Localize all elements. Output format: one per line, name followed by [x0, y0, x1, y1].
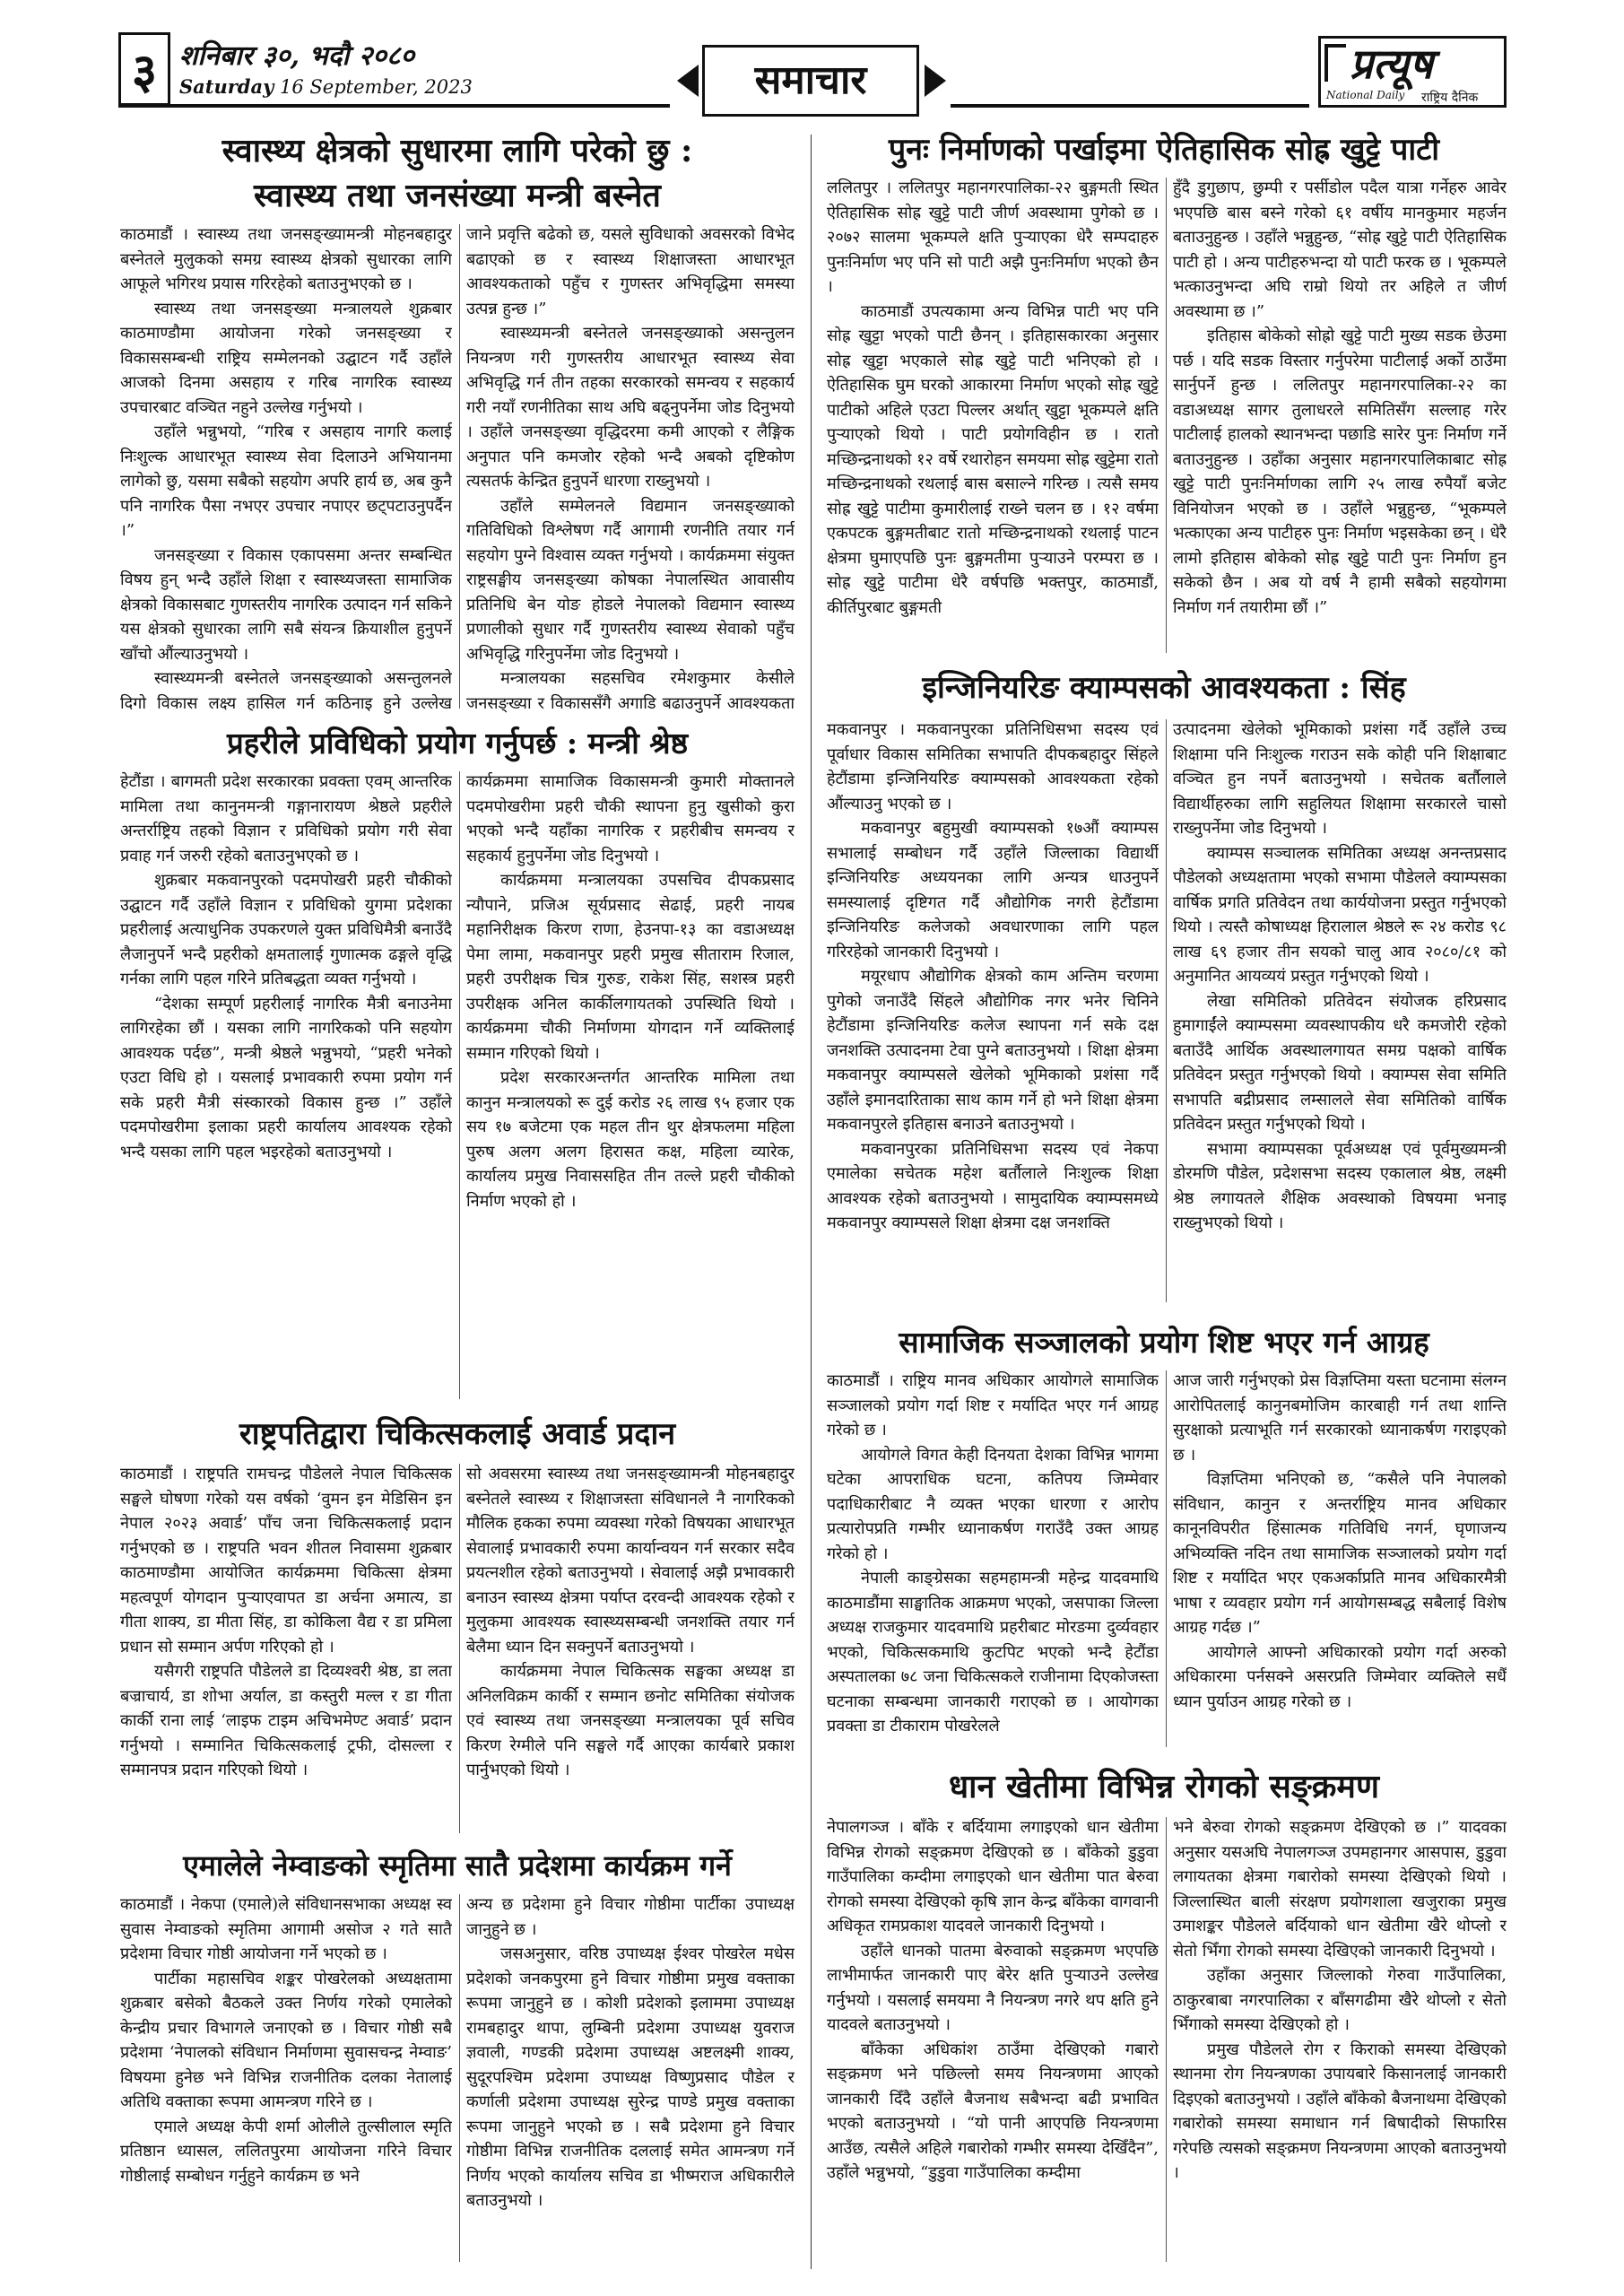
paddy-paragraph: बाँकेका अधिकांश ठाउँमा देखिएको गबारो सङ्क्रमण भने पछिल्लो समय नियन्त्रणमा आएको जानकारी दिँदै उहाँले बैजनाथ सबैभन्दा बढी प्रभावित भएको बताउनुभयो । “यो पानी आएपछि नियन्त्रणमा आउँछ, त्यसैले अहिले गबारोको गम्भीर समस्या देखिँदैन”, उहाँले भन्नुभयो, “डुडुवा गाउँपालिका कम्दीमा — [827, 2039, 1159, 2182]
engineering-column-2 — [1173, 718, 1507, 1309]
page-center-divider — [811, 135, 812, 2269]
column-divider — [459, 771, 460, 1399]
column-divider — [1166, 719, 1167, 1302]
patis-column-1 — [827, 176, 1159, 660]
paddy-headline: धान खेतीमा विभिन्न रोगको सङ्क्रमण — [949, 1768, 1379, 1805]
paddy-column-2 — [1173, 1815, 1507, 2269]
patis-paragraph: काठमाडौं उपत्यकामा अन्य विभिन्न पाटी भए पनि सोह्र खुट्टा भएको पाटी छैनन् । इतिहासकारका अनुसार सोह्र खुट्टा भएकाले सोह्र खुट्टे पाटी भनिएको हो । ऐतिहासिक घुम घरको आकारमा निर्माण भएको सोह्र खुट्टे पाटीको अहिले एउटा पिल्लर अर्थात् खुट्टा भूकम्पले क्षति पुऱ्याएको थियो । पाटी प्रयोगविहीन छ । रातो मच्छिन्द्रनाथको १२ वर्षे रथारोहन समयमा सोह्र खुट्टेमा रातो मच्छिन्द्रनाथको रथलाई बास बसाल्ने गरिन्छ । त्यसै समय सोह्र खुट्टे पाटीमा कुमारीलाई राख्ने चलन छ । १२ वर्षमा एकपटक बुङ्गमतीबाट रातो मच्छिन्द्रनाथको रथलाई पाटन क्षेत्रमा घुमाएपछि पुनः बुङ्गमतीमा पुऱ्याउने परम्परा छ । सोह्र खुट्टे पाटीमा धेरै वर्षपछि भक्तपुर, काठमाडौं, कीर्तिपुरबाट बुङ्गमती — [827, 301, 1159, 617]
social-paragraph: काठमाडौं । राष्ट्रिय मानव अधिकार आयोगले सामाजिक सञ्जालको प्रयोग गर्दा शिष्ट र मर्यादित भएर गर्न आग्रह गरेको छ । — [827, 1371, 1159, 1439]
section-label — [677, 45, 946, 117]
health-paragraph: स्वास्थ्यमन्त्री बस्नेतले जनसङ्ख्याको असन्तुलन नियन्त्रण गरी गुणस्तरीय आधारभूत स्वास्थ्य सेवा अभिवृद्धि गर्न तीन तहका सरकारको समन्वय र सहकार्य गरी नयाँ रणनीतिका साथ अघि बढ्नुपर्नेमा जोड दिनुभयो । उहाँले जनसङ्ख्या वृद्धिदरमा कमी आएको र लैङ्गिक अनुपात पनि कमजोर रहेको भन्दै अबको दृष्टिकोण त्यसतर्फ केन्द्रित हुनुपर्ने धारणा राख्नुभयो । — [466, 324, 795, 491]
column-divider — [459, 224, 460, 709]
health-headline-1: स्वास्थ्य क्षेत्रको सुधारमा लागि परेको छु : — [221, 132, 693, 170]
masthead-rule-left — [118, 104, 670, 108]
date-english — [179, 75, 473, 98]
date-nepali: शनिबार ३०, भदौ २०८० — [179, 40, 415, 72]
engineering-paragraph: लेखा समितिको प्रतिवेदन संयोजक हरिप्रसाद हुमागाईंले क्याम्पसमा व्यवस्थापकीय धरै कमजोरी रहेको बताउँदै आर्थिक अवस्थालगायत समग्र पक्षको वार्षिक प्रतिवेदन प्रस्तुत गर्नुभएको थियो । क्याम्पस सेवा समिति सभापति बद्रीप्रसाद लम्सालले सेवा समितिको वार्षिक प्रतिवेदन प्रस्तुत गर्नुभएको थियो । — [1173, 991, 1507, 1134]
paddy-column-1 — [827, 1815, 1159, 2269]
health-column-2 — [466, 222, 795, 716]
engineering-paragraph: मकवानपुर । मकवानपुरका प्रतिनिधिसभा सदस्य एवं पूर्वाधार विकास समितिका सभापति दीपकबहादुर सिंहले हेटौंडामा इन्जिनियरिङ क्याम्पसको आवश्यकता रहेको औंल्याउनु भएको छ । — [827, 720, 1159, 813]
police-paragraph: हेटौंडा । बागमती प्रदेश सरकारका प्रवक्ता एवम् आन्तरिक मामिला तथा कानुनमन्त्री गङ्गानारायण श्रेष्ठले प्रहरीले अन्तर्राष्ट्रिय तहको विज्ञान र प्रविधिको प्रयोग गरी सेवा प्रवाह गर्न जरुरी रहेको बताउनुभएको छ । — [120, 772, 452, 865]
police-paragraph: शुक्रबार मकवानपुरको पदमपोखरी प्रहरी चौकीको उद्घाटन गर्दै उहाँले विज्ञान र प्रविधिको युगमा प्रदेशका प्रहरीलाई अत्याधुनिक उपकरणले युक्त प्रविधिमैत्री बनाउँदै लैजानुपर्ने भन्दै प्रहरीको क्षमतालाई गुणात्मक ढङ्गले वृद्धि गर्नका लागि पहल गरिने प्रतिबद्धता व्यक्त गर्नुभयो । — [120, 871, 452, 988]
award-headline: राष्ट्रपतिद्वारा चिकित्सकलाई अवार्ड प्रदान — [239, 1416, 676, 1452]
logo-mark-icon — [1324, 44, 1346, 82]
police-paragraph: कार्यक्रममा सामाजिक विकासमन्त्री कुमारी मोक्तानले पदमपोखरीमा प्रहरी चौकी स्थापना हुनु खुसीको कुरा भएको भन्दै यहाँका नागरिक र प्रहरीबीच समन्वय र सहकार्य हुनुपर्नेमा जोड दिनुभयो । — [466, 772, 795, 865]
patis-paragraph: हुँदै डुगुछाप, छुम्पी र पर्सीडोल पदैल यात्रा गर्नेहरु आवेर भएपछि बास बस्ने गरेको ६१ वर्षीय मानकुमार महर्जन बताउनुहुन्छ । उहाँले भन्नुहुन्छ, “सोह्र खुट्टे पाटी ऐतिहासिक पाटी हो । अन्य पाटीहरुभन्दा यो पाटी फरक छ । भूकम्पले भत्काउनुभन्दा अघि राम्रो थियो तर अहिले त जीर्ण अवस्थामा छ ।” — [1173, 178, 1507, 321]
section-title: समाचार — [702, 45, 919, 117]
award-paragraph: सो अवसरमा स्वास्थ्य तथा जनसङ्ख्यामन्त्री मोहनबहादुर बस्नेतले स्वास्थ्य र शिक्षाजस्ता संविधानले नै नागरिकको मौलिक हकका रुपमा व्यवस्था गरेको विषयका आधारभूत सेवालाई प्रभावकारी रुपमा कार्यान्वयन गर्न सरकार सदैव प्रयत्नशील रहेको बताउनुभयो । सेवालाई अझै प्रभावकारी बनाउन स्वास्थ्य क्षेत्रमा पर्याप्त दरवन्दी आवश्यक रहेको र मुलुकमा आवश्यक स्वास्थ्यसम्बन्धी जनशक्ति तयार गर्न बेलैमा ध्यान दिन सक्नुपर्ने बताउनुभयो । — [466, 1465, 795, 1657]
social-column-1 — [827, 1369, 1159, 1754]
page-number: ३ — [118, 32, 170, 106]
uml-paragraph: एमाले अध्यक्ष केपी शर्मा ओलीले तुल्सीलाल स्मृति प्रतिष्ठान ध्यासल, ललितपुरमा आयोजना गरिने विचार गोष्ठीलाई सम्बोधन गर्नुहुने कार्यक्रम छ भने — [120, 2117, 452, 2186]
health-column-1 — [120, 222, 452, 716]
column-divider — [459, 1464, 460, 1833]
police-headline: प्रहरीले प्रविधिको प्रयोग गर्नुपर्छ : मन्त्री श्रेष्ठ — [226, 726, 689, 761]
social-paragraph: आयोगले आफ्नो अधिकारको प्रयोग गर्दा अरुको अधिकारमा पर्नसक्ने असरप्रति जिम्मेवार व्यक्तिले सधैँ ध्यान पुर्याउन आग्रह गरेको छ । — [1173, 1642, 1507, 1711]
social-headline: सामाजिक सञ्जालको प्रयोग शिष्ट भएर गर्न आग्रह — [899, 1325, 1429, 1360]
engineering-paragraph: उत्पादनमा खेलेको भूमिकाको प्रशंसा गर्दै उहाँले उच्च शिक्षामा पनि निःशुल्क गराउन सके कोही पनि शिक्षाबाट वञ्चित हुन नपर्ने बताउनुभयो । सचेतक बर्तौलाले विद्यार्थीहरुका लागि सहुलियत शिक्षामा सरकारले चासो राख्नुपर्नेमा जोड दिनुभयो । — [1173, 720, 1507, 838]
arrow-right-icon — [925, 65, 946, 97]
date-english-day: Saturday — [179, 75, 274, 98]
column-divider — [459, 1894, 460, 2262]
paddy-paragraph: प्रमुख पौडेलले रोग र किराको समस्या देखिएको स्थानमा रोग नियन्त्रणका उपायबारे किसानलाई जानकारी दिइएको बताउनुभयो । उहाँले बाँकेको बैजनाथमा देखिएको गबारोको समस्या समाधान गर्न बिषादीको सिफारिस गरेपछि त्यसको सङ्क्रमण नियन्त्रणमा आएको बताउनुभयो । — [1173, 2039, 1507, 2182]
health-paragraph: उहाँले भन्नुभयो, “गरिब र असहाय नागरि कलाई निःशुल्क आधारभूत स्वास्थ्य सेवा दिलाउने अभियानमा लागेको छु, यसमा सबैको सहयोग अपरि हार्य छ, अब कुनै पनि नागरिक पैसा नभएर उपचार नपाएर छट्पटाउनुपर्दैन ।” — [120, 422, 452, 540]
date-english-rest: 16 September, 2023 — [280, 76, 473, 98]
social-paragraph: विज्ञप्तिमा भनिएको छ, “कसैले पनि नेपालको संविधान, कानुन र अन्तर्राष्ट्रिय मानव अधिकार कानूनविपरीत हिंसात्मक गतिविधि नगर्न, घृणाजन्य अभिव्यक्ति नदिन तथा सामाजिक सञ्जालको प्रयोग गर्दा शिष्ट र मर्यादित भएर एकअर्काप्रति मानव अधिकारमैत्री भाषा र व्यवहार प्रयोग गर्न आयोगसम्बद्ध सबैलाई विशेष आग्रह गर्दछ ।” — [1173, 1470, 1507, 1637]
column-divider — [1166, 178, 1167, 653]
newspaper-logo — [1318, 36, 1507, 108]
award-column-1 — [120, 1462, 452, 1839]
arrow-left-icon — [677, 65, 699, 97]
uml-headline: एमालेले नेम्वाङको स्मृतिमा सातै प्रदेशमा कार्यक्रम गर्ने — [183, 1848, 732, 1883]
engineering-paragraph: मकवानपुरका प्रतिनिधिसभा सदस्य एवं नेकपा एमालेका सचेतक महेश बर्तौलाले निःशुल्क शिक्षा आवश्यक रहेको बताउनुभयो । सामुदायिक क्याम्पसमध्ये मकवानपुर क्याम्पसले शिक्षा क्षेत्रमा दक्ष जनशक्ति — [827, 1139, 1159, 1232]
engineering-paragraph: मयूरधाप औद्योगिक क्षेत्रको काम अन्तिम चरणमा पुगेको जनाउँदै सिंहले औद्योगिक नगर भनेर चिनिने हेटौंडामा इन्जिनियरिङ कलेज स्थापना गर्न सके दक्ष जनशक्ति उत्पादनमा टेवा पुग्ने बताउनुभयो । शिक्षा क्षेत्रमा मकवानपुर क्याम्पसले खेलेको भूमिकाको प्रशंसा गर्दै उहाँले इमानदारिताका साथ काम गर्ने हो भने शिक्षा क्षेत्रमा मकवानपुरले इतिहास बनाउने बताउनुभयो । — [827, 967, 1159, 1134]
paddy-paragraph: भने बेरुवा रोगको सङ्क्रमण देखिएको छ ।” यादवका अनुसार यसअघि नेपालगञ्ज उपमहानगर आसपास, डुडुवा लगायतका क्षेत्रमा गबारोको समस्या देखिएको थियो । जिल्लास्थित बाली संरक्षण प्रयोगशाला खजुराका प्रमुख उमाशङ्कर पौडेलले बर्दियाको धान खेतीमा खैरे थोप्लो र सेतो भिँगा रोगको समस्या देखिएको जानकारी दिनुभयो । — [1173, 1818, 1507, 1961]
health-paragraph: जनसङ्ख्या र विकास एकापसमा अन्तर सम्बन्धित विषय हुन् भन्दै उहाँले शिक्षा र स्वास्थ्यजस्ता सामाजिक क्षेत्रको विकासबाट गुणस्तरीय नागरिक उत्पादन गर्न सकिने यस क्षेत्रको सुधारका लागि सबै संयन्त्र क्रियाशील हुनुपर्ने खाँचो औंल्याउनुभयो । — [120, 545, 452, 664]
health-paragraph: स्वास्थ्यमन्त्री बस्नेतले जनसङ्ख्याको असन्तुलनले दिगो विकास लक्ष्य हासिल गर्न कठिनाइ हुने उल्लेख — [120, 669, 452, 713]
column-divider — [1166, 1817, 1167, 2262]
award-column-2 — [466, 1462, 795, 1839]
paddy-paragraph: उहाँले धानको पातमा बेरुवाको सङ्क्रमण भएपछि लाभीमार्फत जानकारी पाए बेरेर क्षति पुऱ्याउने उल्लेख गर्नुभयो । यसलाई समयमा नै नियन्त्रण नगरे थप क्षति हुने यादवले बताउनुभयो । — [827, 1941, 1159, 2034]
health-paragraph: स्वास्थ्य तथा जनसङ्ख्या मन्त्रालयले शुक्रबार काठमाण्डौमा आयोजना गरेको जनसङ्ख्या र विकाससम्बन्धी राष्ट्रिय सम्मेलनको उद्घाटन गर्दै उहाँले आजको दिनमा असहाय र गरिब नागरिक स्वास्थ्य उपचारबाट वञ्चित नहुने उल्लेख गर्नुभयो । — [120, 299, 452, 417]
social-paragraph: आयोगले विगत केही दिनयता देशका विभिन्न भागमा घटेका आपराधिक घटना, कतिपय जिम्मेवार पदाधिकारीबाट नै व्यक्त भएका धारणा र आरोप प्रत्यारोपप्रति गम्भीर ध्यानाकर्षण गराउँदै उक्त आग्रह गरेको हो । — [827, 1445, 1159, 1563]
patis-paragraph: ललितपुर । ललितपुर महानगरपालिका-२२ बुङ्गमती स्थित ऐतिहासिक सोह्र खुट्टे पाटी जीर्ण अवस्थामा पुगेको छ । २०७२ सालमा भूकम्पले क्षति पुऱ्याएका धेरै सम्पदाहरु पुनःनिर्माण भए पनि सो पाटी अझै पुनःनिर्माण भएको छैन । — [827, 178, 1159, 296]
engineering-paragraph: क्याम्पस सञ्चालक समितिका अध्यक्ष अनन्तप्रसाद पौडेलको अध्यक्षतामा भएको सभामा पौडेलले क्याम्पसका वार्षिक प्रगति प्रतिवेदन तथा कार्ययोजना प्रस्तुत गर्नुभएको थियो । त्यस्तै कोषाध्यक्ष हिरालाल श्रेष्ठले रू २४ करोड ९८ लाख ६९ हजार तीन सयको चालु आव २०८०/८१ को अनुमानित आयव्ययं प्रस्तुत गर्नुभएको थियो । — [1173, 843, 1507, 986]
health-paragraph: मन्त्रालयका सहसचिव रमेशकुमार केसीले जनसङ्ख्या र विकाससँगै अगाडि बढाउनुपर्ने आवश्यकता — [466, 669, 795, 713]
police-column-2 — [466, 770, 795, 1406]
uml-paragraph: अन्य छ प्रदेशमा हुने विचार गोष्ठीमा पार्टीका उपाध्यक्ष जानुहुने छ । — [466, 1895, 795, 1939]
logo-name: प्रत्यूष — [1350, 39, 1433, 88]
award-paragraph: यसैगरी राष्ट्रपति पौडेलले डा दिव्यश्वरी श्रेष्ठ, डा लता बज्राचार्य, डा शोभा अर्याल, डा कस्तुरी मल्ल र डा गीता कार्की राना लाई ‘लाइफ टाइम अचिभमेण्ट अवार्ड’ प्रदान गर्नुभयो । सम्मानित चिकित्सकलाई ट्रफी, दोसल्ला र सम्मानपत्र प्रदान गरिएको थियो । — [120, 1662, 452, 1779]
health-paragraph: उहाँले सम्मेलनले विद्यमान जनसङ्ख्याको गतिविधिको विश्लेषण गर्दै आगामी रणनीति तयार गर्न सहयोग पुग्ने विश्वास व्यक्त गर्नुभयो । कार्यक्रममा संयुक्त राष्ट्रसङ्घीय जनसङ्ख्या कोषका नेपालस्थित आवासीय प्रतिनिधि बेन योङ होडले नेपालको विद्यमान स्वास्थ्य प्रणालीको सुधार गर्दै गुणस्तरीय स्वास्थ्य सेवाको पहुँच अभिवृद्धि गरिनुपर्नेमा जोड दिनुभयो । — [466, 496, 795, 664]
logo-subtitle-en: National Daily — [1326, 89, 1405, 101]
logo-subtitle-np: राष्ट्रिय दैनिक — [1421, 91, 1479, 105]
engineering-headline: इन्जिनियरिङ क्याम्पसको आवश्यकता : सिंह — [922, 670, 1406, 706]
uml-paragraph: जसअनुसार, वरिष्ठ उपाध्यक्ष ईश्वर पोखरेल मधेस प्रदेशको जनकपुरमा हुने विचार गोष्ठीमा प्रमुख वक्ताका रूपमा जानुहुने छ । कोशी प्रदेशको इलाममा उपाध्यक्ष रामबहादुर थापा, लुम्बिनी प्रदेशमा उपाध्यक्ष युवराज ज्ञवाली, गण्डकी प्रदेशमा उपाध्यक्ष अष्टलक्ष्मी शाक्य, सुदूरपश्चिम प्रदेशमा उपाध्यक्ष विष्णुप्रसाद पौडेल र कर्णाली प्रदेशमा उपाध्यक्ष सुरेन्द्र पाण्डे प्रमुख वक्ताका रूपमा जानुहुने भएको छ । सबै प्रदेशमा हुने विचार गोष्ठीमा विभिन्न राजनीतिक दललाई समेत आमन्त्रण गर्ने निर्णय भएको कार्यालय सचिव डा भीष्मराज अधिकारीले बताउनुभयो । — [466, 1944, 795, 2210]
patis-headline: पुनः निर्माणको पर्खाइमा ऐतिहासिक सोह्र खुट्टे पाटी — [888, 132, 1440, 168]
social-paragraph: नेपाली काङ्ग्रेसका सहमहामन्त्री महेन्द्र यादवमाथि काठमाडौंमा साङ्घातिक आक्रमण भएको, जसपाका जिल्ला अध्यक्ष राजकुमार यादवमाथि प्रहरीबाट मोरङमा दुर्व्यवहार भएको, चिकित्सकमाथि कुटपिट भएको भन्दै हेटौंडा अस्पतालका ७८ जना चिकित्सकले राजीनामा दिएकोजस्ता घटनाका सम्बन्धमा जानकारी गराएको छ । आयोगका प्रवक्ता डा टीकाराम पोखरेलले — [827, 1569, 1159, 1735]
police-paragraph: प्रदेश सरकारअन्तर्गत आन्तरिक मामिला तथा कानुन मन्त्रालयको रू दुई करोड २६ लाख ९५ हजार एक सय १७ बजेटमा एक महल तीन थुर क्षेत्रफलमा महिला पुरुष अलग अलग हिरासत कक्ष, महिला व्यारेक, कार्यालय प्रमुख निवाससहित तीन तल्ले प्रहरी चौकीको निर्माण भएको हो । — [466, 1068, 795, 1211]
health-paragraph: जाने प्रवृत्ति बढेको छ, यसले सुविधाको अवसरको विभेद बढाएको छ र स्वास्थ्य शिक्षाजस्ता आधारभूत आवश्यकताको पहुँच र गुणस्तर अभिवृद्धिमा समस्या उत्पन्न हुन्छ ।” — [466, 225, 795, 318]
social-paragraph: आज जारी गर्नुभएको प्रेस विज्ञप्तिमा यस्ता घटनामा संलग्न आरोपितलाई कानुनबमोजिम कारबाही गर्न तथा शान्ति सुरक्षाको प्रत्याभूति गर्न सरकारको ध्यानाकर्षण गराइएको छ । — [1173, 1371, 1507, 1465]
uml-column-1 — [120, 1892, 452, 2267]
uml-column-2 — [466, 1892, 795, 2267]
uml-paragraph: काठमाडौं । नेकपा (एमाले)ले संविधानसभाका अध्यक्ष स्व सुवास नेम्वाङको स्मृतिमा आगामी असोज २ गते सातै प्रदेशमा विचार गोष्ठी आयोजना गर्ने भएको छ । — [120, 1895, 452, 1963]
award-paragraph: काठमाडौं । राष्ट्रपति रामचन्द्र पौडेलले नेपाल चिकित्सक सङ्घले घोषणा गरेको यस वर्षको ‘वुमन इन मेडिसिन इन नेपाल २०२३ अवार्ड’ पाँच जना चिकित्सकलाई प्रदान गर्नुभएको छ । राष्ट्रपति भवन शीतल निवासमा शुक्रबार काठमाण्डौमा आयोजित कार्यक्रममा चिकित्सा क्षेत्रमा महत्वपूर्ण योगदान पुऱ्याएवापत डा अर्चना अमात्य, डा गीता शाक्य, डा मीता सिंह, डा कोकिला वैद्य र डा प्रमिला प्रधान सो सम्मान अर्पण गरिएको हो । — [120, 1465, 452, 1657]
paddy-paragraph: उहाँका अनुसार जिल्लाको गेरुवा गाउँपालिका, ठाकुरबाबा नगरपालिका र बाँसगढीमा खैरे थोप्लो र सेतो भिँगाको समस्या देखिएको हो । — [1173, 1966, 1507, 2034]
masthead-rule-right — [951, 104, 1309, 108]
column-divider — [1166, 1370, 1167, 1747]
patis-paragraph: इतिहास बोकेको सोह्रो खुट्टे पाटी मुख्य सडक छेउमा पर्छ । यदि सडक विस्तार गर्नुपरेमा पाटीलाई अर्को ठाउँमा सार्नुपर्ने हुन्छ । ललितपुर महानगरपालिका-२२ का वडाअध्यक्ष सागर तुलाधरले समितिसँग सल्लाह गरेर पाटीलाई हालको स्थानभन्दा पछाडि सारेर पुनः निर्माण गर्ने बताउनुहुन्छ । उहाँका अनुसार महानगरपालिकाबाट सोह्र खुट्टे पाटी पुनःनिर्माणका लागि २५ लाख रुपैयाँ बजेट विनियोजन भएको छ । उहाँले भन्नुहुन्छ, “भूकम्पले भत्काएका अन्य पाटीहरु पुनः निर्माण भइसकेका छन् । धेरै लामो इतिहास बोकेको सोह्र खुट्टे पाटी पुनः निर्माण हुन सकेको छैन । अब यो वर्ष नै हामी सबैको सहयोगमा निर्माण गर्न तयारीमा छौं ।” — [1173, 326, 1507, 617]
health-headline-2: स्वास्थ्य तथा जनसंख्या मन्त्री बस्नेत — [254, 177, 661, 214]
award-paragraph: कार्यक्रममा नेपाल चिकित्सक सङ्घका अध्यक्ष डा अनिलविक्रम कार्की र सम्मान छनोट समितिका संयोजक एवं स्वास्थ्य तथा जनसङ्ख्या मन्त्रालयका पूर्व सचिव किरण रेग्मीले पनि सङ्घले गर्दै आएका कार्यबारे प्रकाश पार्नुभएको थियो । — [466, 1662, 795, 1779]
police-paragraph: “देशका सम्पूर्ण प्रहरीलाई नागरिक मैत्री बनाउनेमा लागिरहेका छौं । यसका लागि नागरिकको पनि सहयोग आवश्यक पर्दछ”, मन्त्री श्रेष्ठले भन्नुभयो, “प्रहरी भनेको एउटा विधि हो । यसलाई प्रभावकारी रुपमा प्रयोग गर्न सके प्रहरी मैत्री संस्कारको विकास हुन्छ ।” उहाँले पदमपोखरीमा इलाका प्रहरी कार्यालय आवश्यक रहेको भन्दै यसका लागि पहल भइरहेको बताउनुभयो । — [120, 994, 452, 1161]
engineering-paragraph: मकवानपुर बहुमुखी क्याम्पसको १७औं क्याम्पस सभालाई सम्बोधन गर्दै उहाँले जिल्लाका विद्यार्थी इन्जिनियरिङ अध्ययनका लागि अन्यत्र धाउनुपर्ने समस्यालाई दृष्टिगत गर्दै औद्योगिक नगरी हेटौंडामा इन्जिनियरिङ कलेजको अवधारणाका लागि पहल गरिरहेको जानकारी दिनुभयो । — [827, 819, 1159, 961]
police-paragraph: कार्यक्रममा मन्त्रालयका उपसचिव दीपकप्रसाद न्यौपाने, प्रजिअ सूर्यप्रसाद सेढाई, प्रहरी नायब महानिरीक्षक किरण राणा, हेउनपा-१३ का वडाअध्यक्ष पेमा लामा, मकवानपुर प्रहरी प्रमुख सीताराम रिजाल, प्रहरी उपरीक्षक चित्र गुरुङ, राकेश सिंह, सशस्त्र प्रहरी उपरीक्षक अनिल कार्कीलगायतको उपस्थिति थियो । कार्यक्रममा चौकी निर्माणमा योगदान गर्ने व्यक्तिलाई सम्मान गरिएको थियो । — [466, 871, 795, 1063]
engineering-column-1 — [827, 718, 1159, 1309]
paddy-paragraph: नेपालगञ्ज । बाँके र बर्दियामा लगाइएको धान खेतीमा विभिन्न रोगको सङ्क्रमण देखिएको छ । बाँकेको डुडुवा गाउँपालिका कम्दीमा लगाइएको धान खेतीमा पात बेरुवा रोगको समस्या देखिएको कृषि ज्ञान केन्द्र बाँकेका वागवानी अधिकृत रामप्रकाश यादवले जानकारी दिनुभयो । — [827, 1818, 1159, 1935]
engineering-paragraph: सभामा क्याम्पसका पूर्वअध्यक्ष एवं पूर्वमुख्यमन्त्री डोरमणि पौडेल, प्रदेशसभा सदस्य एकालाल श्रेष्ठ, लक्ष्मी श्रेष्ठ लगायतले शैक्षिक अवस्थाको विषयमा भनाइ राख्नुभएको थियो । — [1173, 1139, 1507, 1232]
health-paragraph: काठमाडौं । स्वास्थ्य तथा जनसङ्ख्यामन्त्री मोहनबहादुर बस्नेतले मुलुकको समग्र स्वास्थ्य क्षेत्रको सुधारका लागि आफूले भगिरथ प्रयास गरिरहेको बताउनुभएको छ । — [120, 225, 452, 293]
police-column-1 — [120, 770, 452, 1406]
uml-paragraph: पार्टीका महासचिव शङ्कर पोखरेलको अध्यक्षतामा शुक्रबार बसेको बैठकले उक्त निर्णय गरेको एमालेको केन्द्रीय प्रचार विभागले जनाएको छ । विचार गोष्ठी सबै प्रदेशमा ‘नेपालको संविधान निर्माणमा सुवासचन्द्र नेम्वाङ’ विषयमा हुनेछ भने विभिन्न राजनीतिक दलका नेतालाई अतिथि वक्ताका रूपमा आमन्त्रण गरिने छ । — [120, 1969, 452, 2111]
patis-column-2 — [1173, 176, 1507, 660]
social-column-2 — [1173, 1369, 1507, 1754]
